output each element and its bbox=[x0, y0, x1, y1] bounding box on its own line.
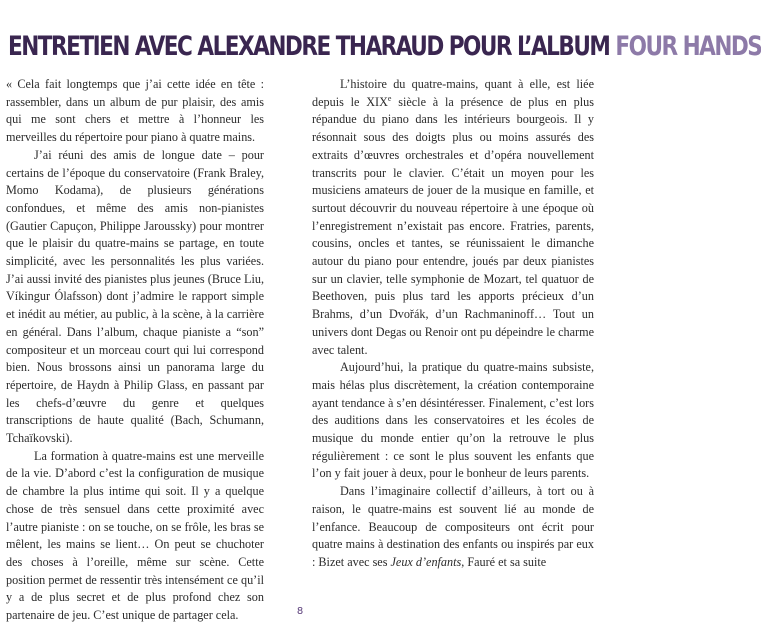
right-column bbox=[312, 76, 594, 572]
century-superscript: e bbox=[387, 93, 392, 103]
title-main: ENTRETIEN AVEC ALEXANDRE THARAUD POUR L’ALBUM bbox=[8, 31, 610, 62]
article-title bbox=[8, 30, 761, 64]
left-paragraph-1: « Cela fait longtemps que j’ai cette idée en tête : rassembler, dans un album de pur plaisir, des amis qui me sont chers et mettre à l’honneur les merveilles du répertoire pour piano à quatre mains. bbox=[6, 77, 264, 145]
title-accent: FOUR HANDS bbox=[615, 31, 761, 62]
right-paragraph-2: Aujourd’hui, la pratique du quatre-mains subsiste, mais hélas plus discrètement, la création contemporaine ayant tendance à s’en désintéresser. Finalement, c’est lors des auditions dans les conservatoires et les écoles de musique du monde entier qu’on la retrouve le plus régulièrement : ce sont le plus souvent les enfants que l’on y fait jouer à deux, pour le bonheur de leurs parents. bbox=[312, 360, 594, 481]
right-paragraph-3: Dans l’imaginaire collectif d’ailleurs, à tort ou à raison, le quatre-mains est souvent lié au monde de l’enfance. Beaucoup de compositeurs ont écrit pour quatre mains à destination des enfants ou inspirés par eux : Bizet avec ses Jeux d’enfants, Fauré et sa suite bbox=[312, 484, 594, 569]
page-number: 8 bbox=[296, 606, 304, 617]
right-p1-start: L’histoire du quatre-mains, quant à elle, est liée depuis le XIX bbox=[312, 77, 594, 109]
left-paragraph-2: J’ai réuni des amis de longue date – pour certains de l’époque du conservatoire (Frank Braley, Momo Kodama), de plusieurs générations confondues, et même des amis non-pianistes (Gautier Capuçon, Philippe Jaroussky) pour montrer que le plaisir du quatre-mains se partage, en toute simplicité, avec les personnalités les plus variées. J’ai aussi invité des pianistes plus jeunes (Bruce Liu, Víkingur Ólafsson) dont j’admire le rapport simple et inédit au métier, au public, à la scène, à la carrière en général. Dans l’album, chaque pianiste a “son” compositeur et un morceau court qui lui correspond bien. Nous brossons ainsi un panorama large du répertoire, de Haydn à Philip Glass, en passant par les chefs-d’œuvre du genre et quelques transcriptions de haute qualité (Bach, Schumann, Tchaïkovski). bbox=[6, 147, 264, 446]
left-column bbox=[6, 76, 264, 625]
right-p1-rest: siècle à la présence de plus en plus répandue du piano dans les intérieurs bourgeois. Il y résonnait sous des doigts plus ou moins assurés des extraits d’œuvres orchestrales et d’opéra nouvellement transcrits pour le clavier. C’était un moyen pour les musiciens amateurs de jouer de la musique en famille, et surtout découvrir du nouveau répertoire à une époque où l’enregistrement n’existait pas encore. Fratries, parents, cousins, oncles et tantes, se réunissaient le dimanche autour du piano pour entendre, joués par deux pianistes sur un clavier, telle symphonie de Mozart, tel quatuor de Beethoven, puis plus tard les apports précieux d’un Brahms, d’un Dvořák, d’un Rachmaninoff… Tout un univers dont Degas ou Renoir ont pu dépeindre le charme avec talent. bbox=[312, 94, 595, 357]
left-paragraph-3: La formation à quatre-mains est une merveille de la vie. D’abord c’est la configuration de musique de chambre la plus intime qui soit. Il y a quelque chose de très sensuel dans cette proximité avec l’autre pianiste : on se touche, on se frôle, les bras se mêlent, les mains se lient… On peut se chuchoter des choses à l’oreille, même sur scène. Cette position permet de ressentir très intensément ce qu’il y a de plus secret et de plus profond chez son partenaire de jeu. C’est unique de partager cela. bbox=[6, 448, 264, 623]
work-title-jeux-d-enfants: Jeux d’enfants bbox=[390, 554, 462, 569]
right-paragraph-1 bbox=[312, 76, 594, 359]
